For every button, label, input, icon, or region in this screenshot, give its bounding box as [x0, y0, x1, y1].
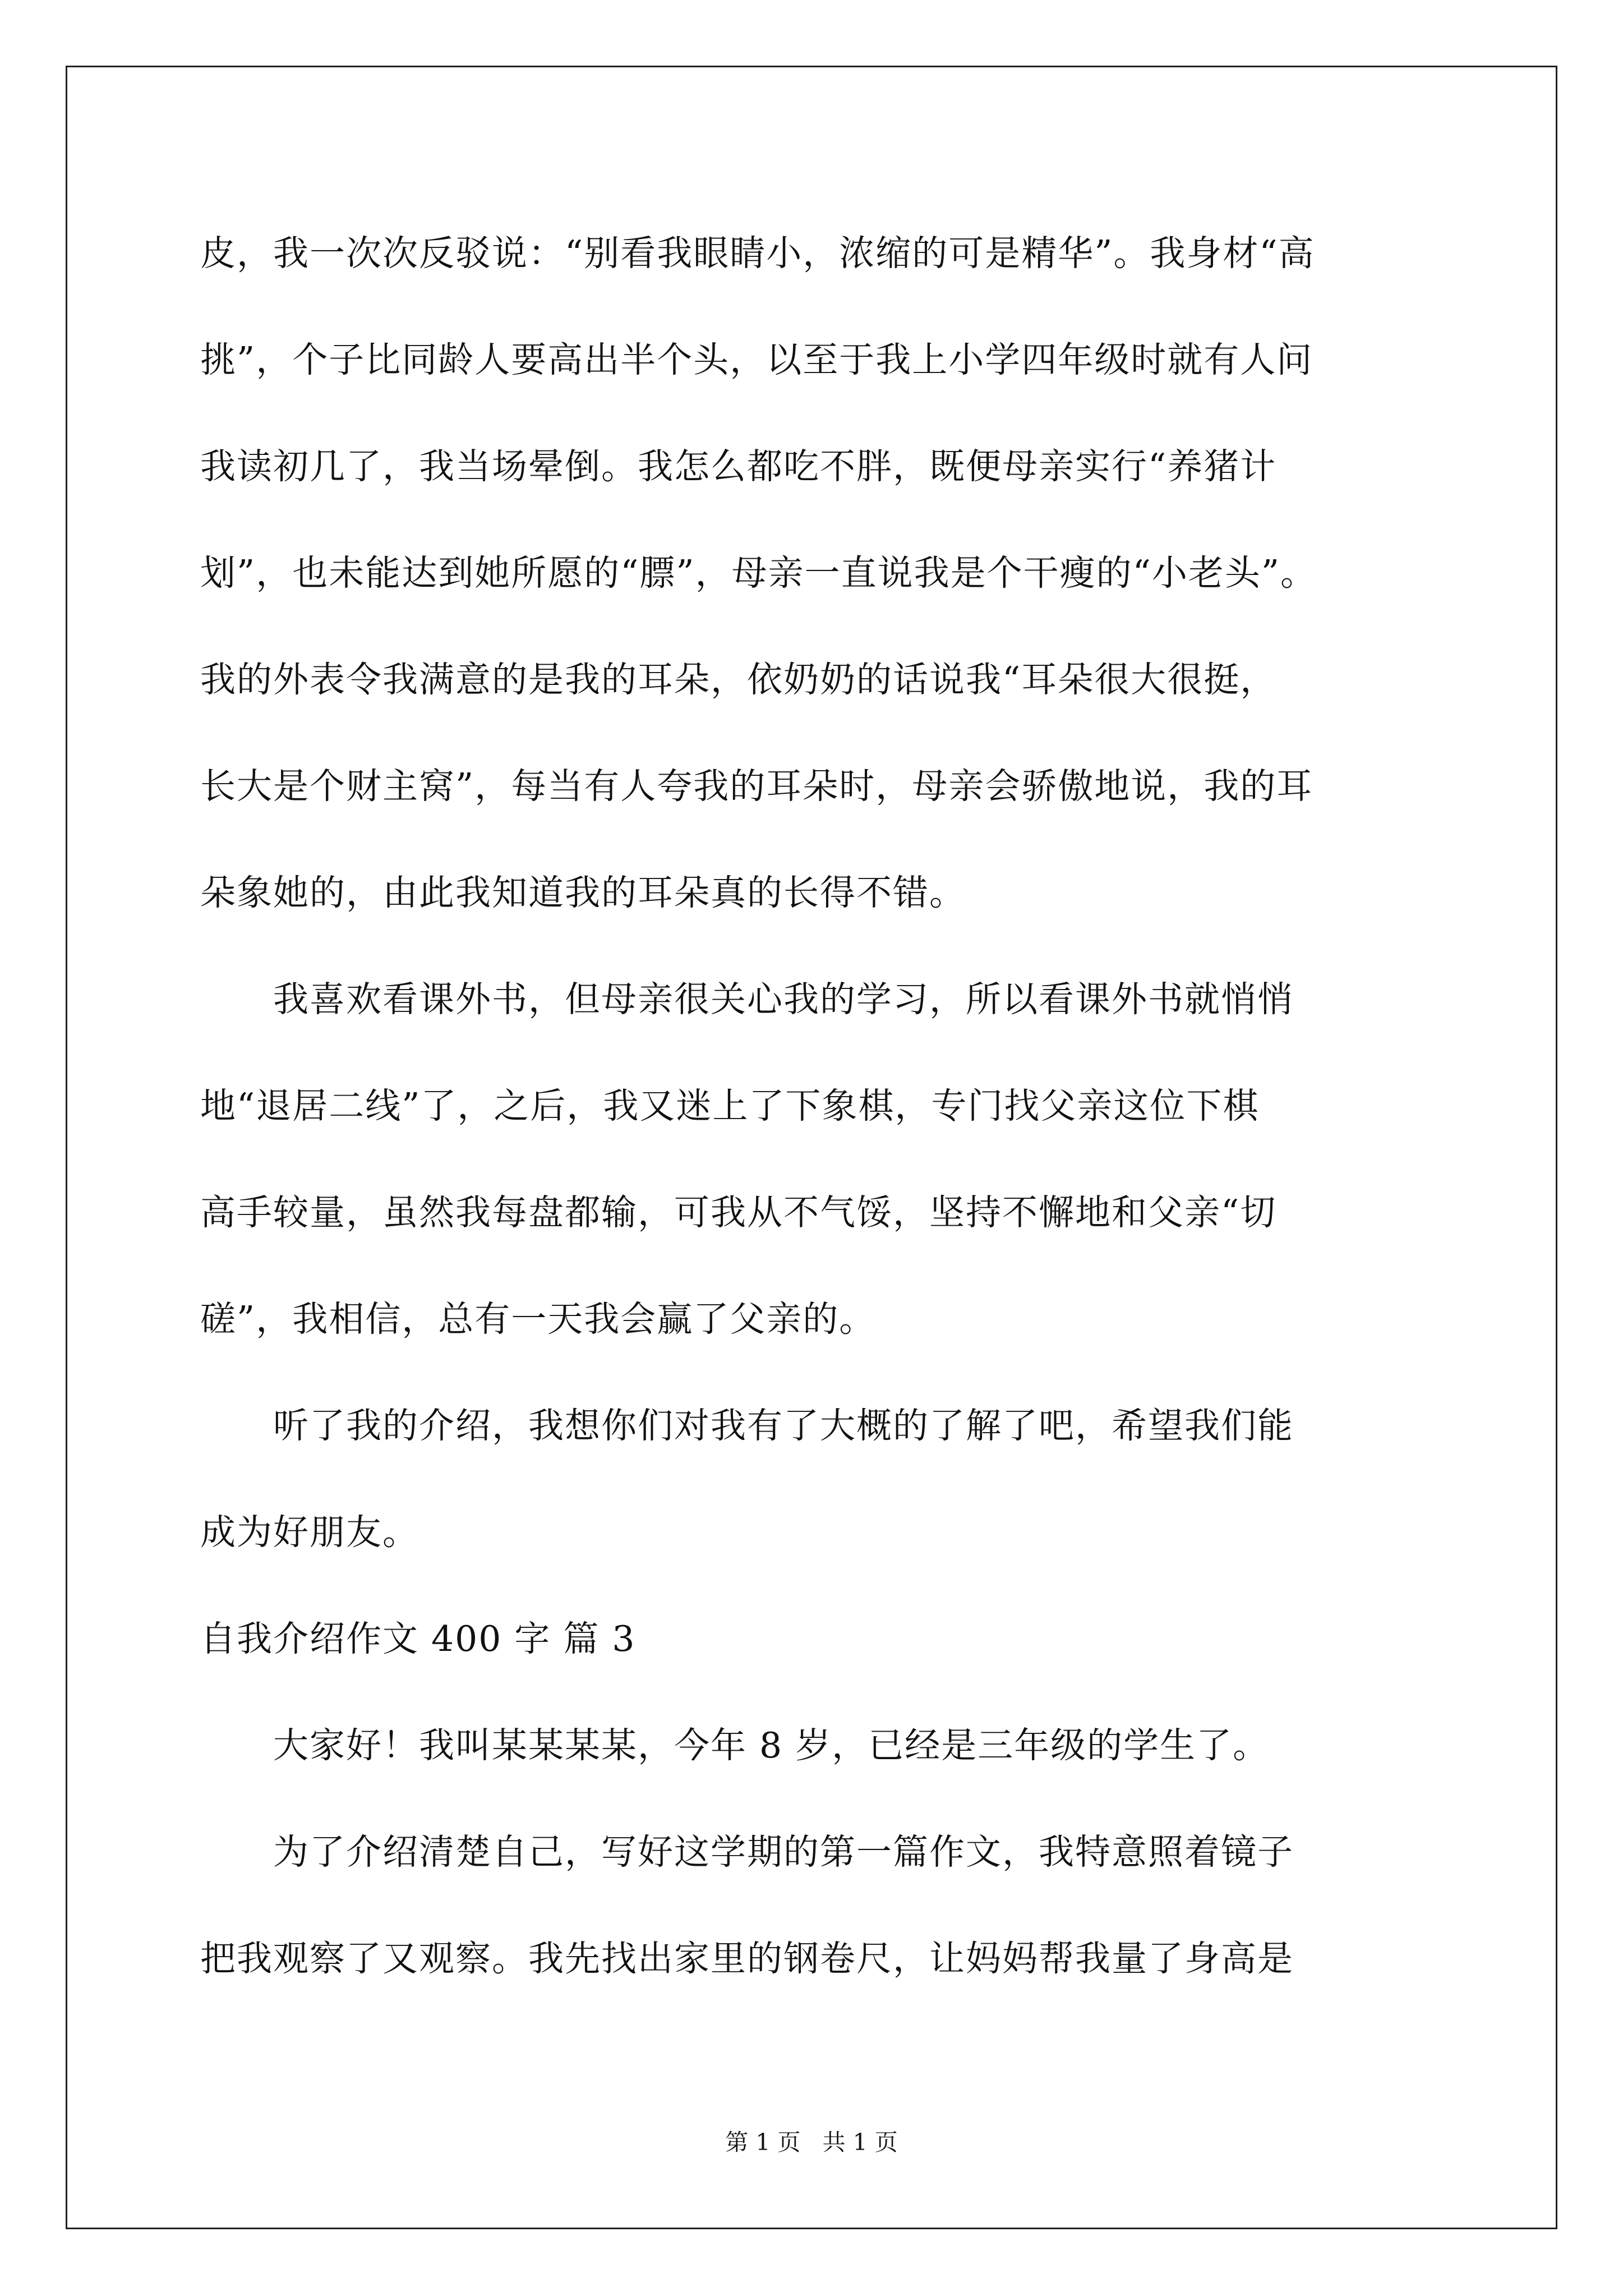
text-line: 我的外表令我满意的是我的耳朵，依奶奶的话说我“耳朵很大很挺，: [200, 659, 1277, 700]
text-line: 划”，也未能达到她所愿的“膘”，母亲一直说我是个干瘦的“小老头”。: [200, 553, 1317, 593]
text-line: 高手较量，虽然我每盘都输，可我从不气馁，坚持不懈地和父亲“切: [200, 1192, 1277, 1233]
text-line: 成为好朋友。: [200, 1512, 419, 1553]
text-line: 听了我的介绍，我想你们对我有了大概的了解了吧，希望我们能: [200, 1405, 1294, 1446]
text-line: 我读初几了，我当场晕倒。我怎么都吃不胖，既便母亲实行“养猪计: [200, 446, 1277, 487]
text-line: 皮，我一次次反驳说：“别看我眼睛小，浓缩的可是精华”。我身材“高: [200, 233, 1315, 274]
text-line: 地“退居二线”了，之后，我又迷上了下象棋，专门找父亲这位下棋: [200, 1085, 1260, 1126]
section-heading: 自我介绍作文 400 字 篇 3: [200, 1618, 636, 1659]
page-footer: 第 1 页 共 1 页: [725, 2129, 898, 2156]
text-line: 磋”，我相信，总有一天我会赢了父亲的。: [200, 1299, 876, 1340]
text-line: 长大是个财主窝”，每当有人夸我的耳朵时，母亲会骄傲地说，我的耳: [200, 766, 1313, 807]
text-line: 大家好！我叫某某某某，今年 8 岁，已经是三年级的学生了。: [200, 1725, 1270, 1766]
text-line: 我喜欢看课外书，但母亲很关心我的学习，所以看课外书就悄悄: [200, 979, 1294, 1020]
text-line: 挑”，个子比同龄人要高出半个头，以至于我上小学四年级时就有人问: [200, 339, 1313, 380]
text-line: 把我观察了又观察。我先找出家里的钢卷尺，让妈妈帮我量了身高是: [200, 1938, 1294, 1979]
page-border: [66, 66, 1557, 2229]
text-line: 朵象她的，由此我知道我的耳朵真的长得不错。: [200, 872, 966, 913]
text-line: 为了介绍清楚自己，写好这学期的第一篇作文，我特意照着镜子: [200, 1832, 1294, 1872]
